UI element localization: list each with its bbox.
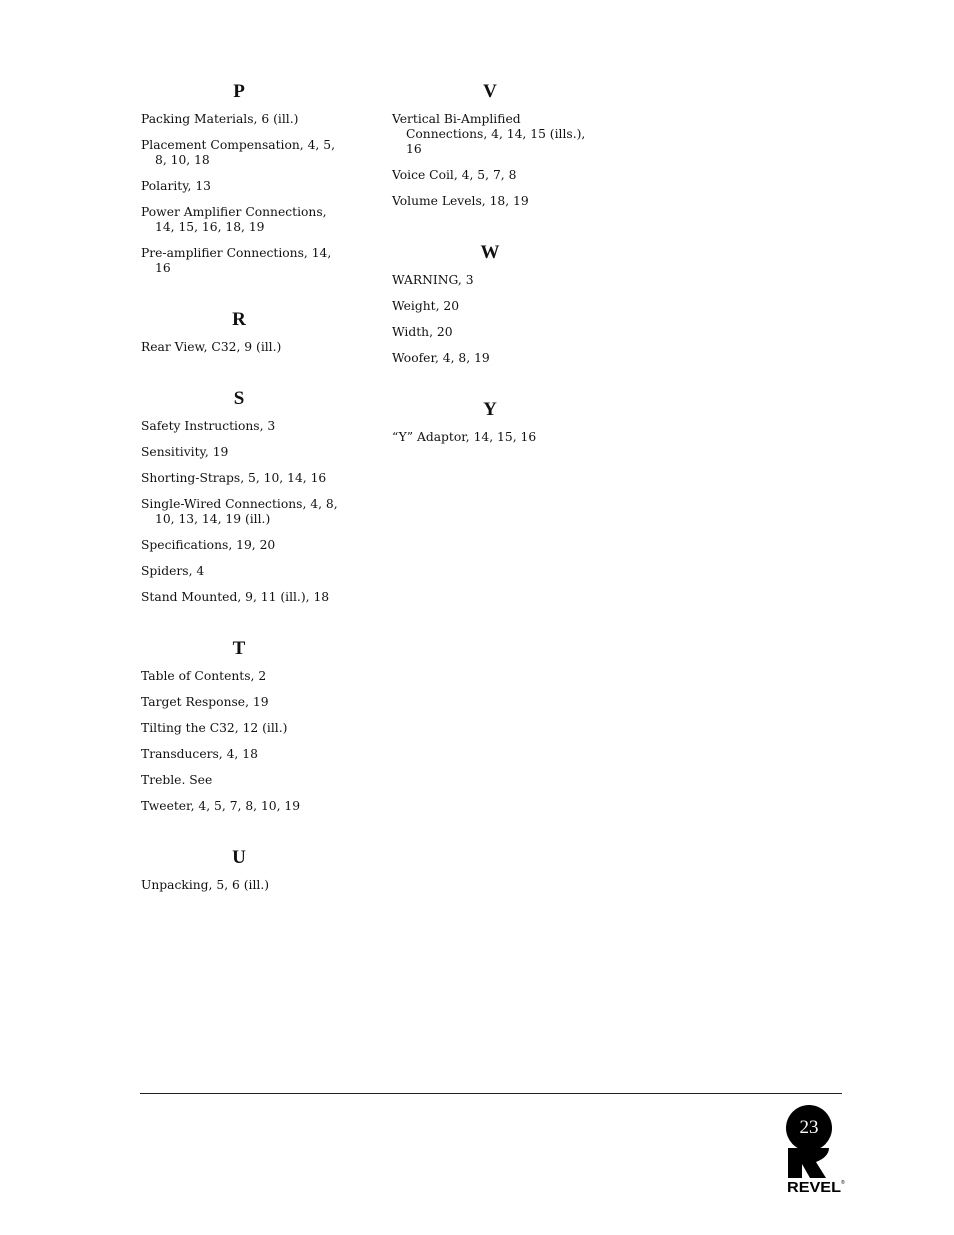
index-entry: Treble. See xyxy=(141,773,213,787)
index-entry: Polarity, 13 xyxy=(141,179,211,193)
index-entry: Shorting-Straps, 5, 10, 14, 16 xyxy=(141,471,327,485)
page-number: 23 xyxy=(799,1117,819,1138)
index-entry-list xyxy=(392,430,592,445)
index-column-left xyxy=(141,80,341,925)
index-entry: Voice Coil, 4, 5, 7, 8 xyxy=(392,168,517,182)
index-entry-list xyxy=(141,878,341,893)
index-letter-heading: R xyxy=(232,309,246,330)
index-column-right xyxy=(392,80,592,477)
index-entry: Placement Compensation, 4, 5, 8, 10, 18 xyxy=(141,138,335,167)
index-entry: Rear View, C32, 9 (ill.) xyxy=(141,340,282,354)
index-letter-heading: Y xyxy=(483,399,497,420)
index-entry: Tweeter, 4, 5, 7, 8, 10, 19 xyxy=(141,799,301,813)
index-entry-list xyxy=(141,112,341,276)
index-entry-list xyxy=(392,273,592,366)
index-letter-heading: P xyxy=(233,81,245,102)
index-letter-heading: T xyxy=(232,638,246,659)
svg-text:REVEL: REVEL xyxy=(787,1179,841,1196)
index-entry: Packing Materials, 6 (ill.) xyxy=(141,112,299,126)
index-entry: Table of Contents, 2 xyxy=(141,669,267,683)
index-entry: WARNING, 3 xyxy=(392,273,474,287)
index-entry: Vertical Bi-Amplified Connections, 4, 14, 15 (ills.), 16 xyxy=(392,112,586,156)
index-entry: Pre-amplifier Connections, 14, 16 xyxy=(141,246,332,275)
index-entry: Woofer, 4, 8, 19 xyxy=(392,351,490,365)
index-entry: Transducers, 4, 18 xyxy=(141,747,258,761)
index-letter-heading: W xyxy=(480,242,500,263)
index-entry: Spiders, 4 xyxy=(141,564,205,578)
index-entry-list xyxy=(392,112,592,209)
index-letter-heading: V xyxy=(483,81,497,102)
index-entry-list xyxy=(141,669,341,814)
index-entry: Width, 20 xyxy=(392,325,453,339)
index-entry: Safety Instructions, 3 xyxy=(141,419,276,433)
index-entry: Weight, 20 xyxy=(392,299,460,313)
index-entry: Power Amplifier Connections, 14, 15, 16, 18, 19 xyxy=(141,205,327,234)
index-entry-list xyxy=(141,340,341,355)
index-entry: Single-Wired Connections, 4, 8, 10, 13, 14, 19 (ill.) xyxy=(141,497,338,526)
index-letter-heading: U xyxy=(232,847,246,868)
index-entry: “Y” Adaptor, 14, 15, 16 xyxy=(392,430,537,444)
index-entry: Volume Levels, 18, 19 xyxy=(392,194,529,208)
index-entry-list xyxy=(141,419,341,605)
footer-divider xyxy=(140,1093,842,1094)
index-entry: Tilting the C32, 12 (ill.) xyxy=(141,721,288,735)
svg-text:®: ® xyxy=(841,1180,845,1186)
index-entry: Specifications, 19, 20 xyxy=(141,538,276,552)
index-letter-heading: S xyxy=(233,388,245,409)
index-entry: Target Response, 19 xyxy=(141,695,269,709)
index-entry: Sensitivity, 19 xyxy=(141,445,229,459)
index-entry: Stand Mounted, 9, 11 (ill.), 18 xyxy=(141,590,330,604)
index-entry: Unpacking, 5, 6 (ill.) xyxy=(141,878,270,892)
